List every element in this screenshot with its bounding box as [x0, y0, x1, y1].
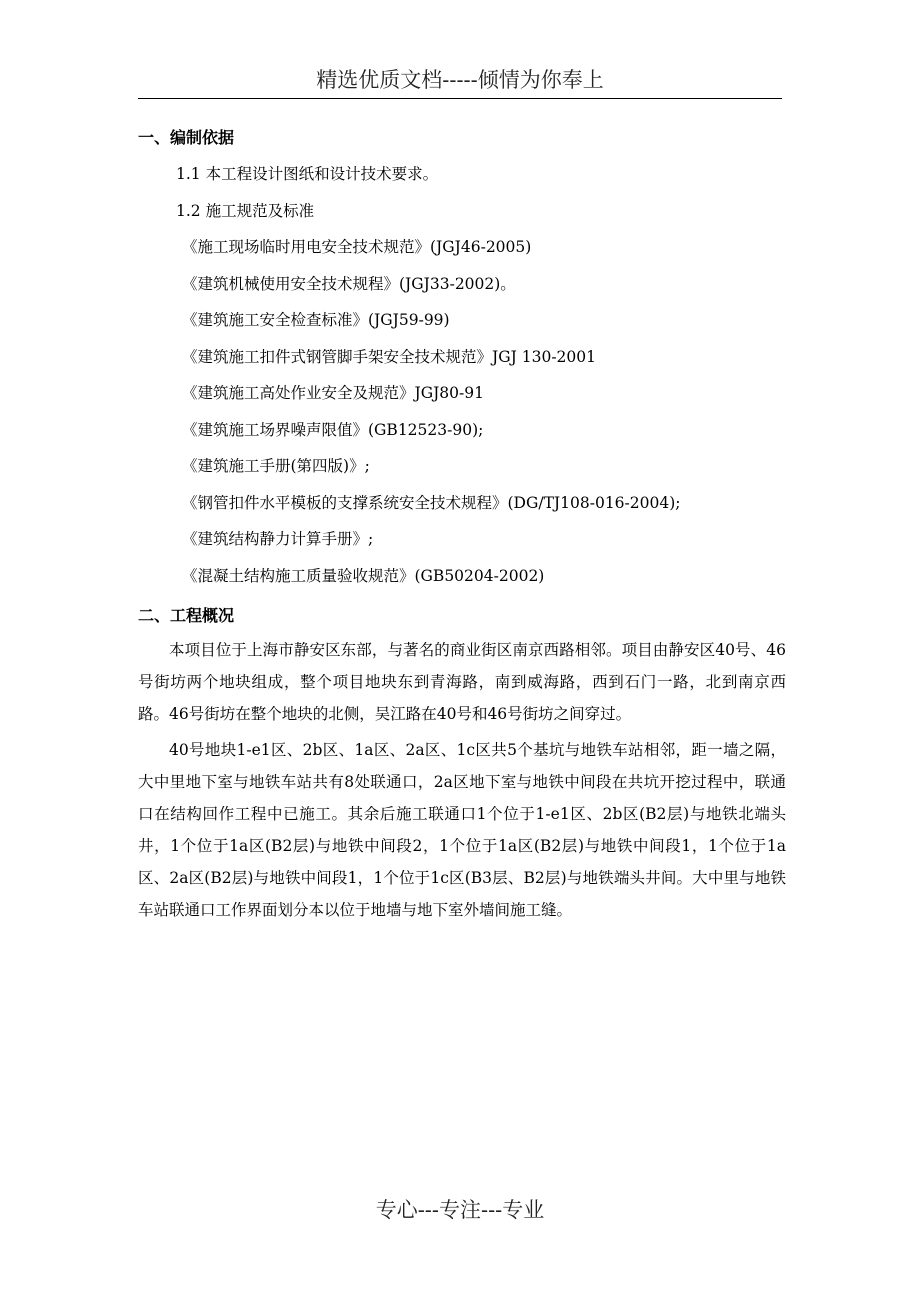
standard-item: 《建筑施工高处作业安全及规范》JGJ80-91 [182, 384, 484, 402]
standard-item: 《建筑结构静力计算手册》; [182, 530, 374, 548]
overview-paragraph-1: 本项目位于上海市静安区东部，与著名的商业街区南京西路相邻。项目由静安区40号、46号街坊两个地块组成，整个项目地块东到青海路，南到威海路，西到石门一路，北到南京西路。46号街坊在整个地块的北侧，吴江路在40号和46号街坊之间穿过。 [138, 641, 786, 723]
document-body [138, 120, 786, 926]
standard-item: 《钢管扣件水平模板的支撑系统安全技术规程》(DG/TJ108-016-2004); [182, 493, 681, 512]
page-header: 精选优质文档-----倾情为你奉上 [138, 62, 782, 99]
standard-item: 《建筑施工场界噪声限值》(GB12523-90); [182, 420, 484, 439]
overview-paragraph-2: 40号地块1-e1区、2b区、1a区、2a区、1c区共5个基坑与地铁车站相邻，距一墙之隔，大中里地下室与地铁车站共有8处联通口，2a区地下室与地铁中间段在共坑开挖过程中，联通口在结构回作工程中已施工。其余后施工联通口1个位于1-e1区、2b区(B2层)与地铁北端头井，1个位于1a区(B2层)与地铁中间段2，1个位于1a区(B2层)与地铁中间段1，1个位于1a区、2a区(B2层)与地铁中间段1，1个位于1c区(B3层、B2层)与地铁端头井间。大中里与地铁车站联通口工作界面划分本以位于地墙与地下室外墙间施工缝。 [138, 741, 786, 919]
standard-item: 《建筑施工扣件式钢管脚手架安全技术规范》JGJ 130-2001 [182, 347, 597, 366]
section-title-basis: 一、编制依据 [138, 128, 235, 147]
standard-item: 《建筑施工手册(第四版)》; [182, 457, 370, 475]
standard-item: 《施工现场临时用电安全技术规范》(JGJ46-2005) [182, 238, 532, 256]
standard-item: 《混凝土结构施工质量验收规范》(GB50204-2002) [182, 566, 545, 585]
standard-item: 《建筑施工安全检查标准》(JGJ59-99) [182, 311, 450, 329]
standard-item: 《建筑机械使用安全技术规程》(JGJ33-2002)。 [182, 274, 516, 293]
section-title-overview: 二、工程概况 [138, 606, 235, 625]
basis-item-1: 1.1 本工程设计图纸和设计技术要求。 [176, 165, 439, 183]
basis-item-2: 1.2 施工规范及标准 [176, 201, 315, 220]
page-footer: 专心---专注---专业 [375, 1198, 545, 1222]
